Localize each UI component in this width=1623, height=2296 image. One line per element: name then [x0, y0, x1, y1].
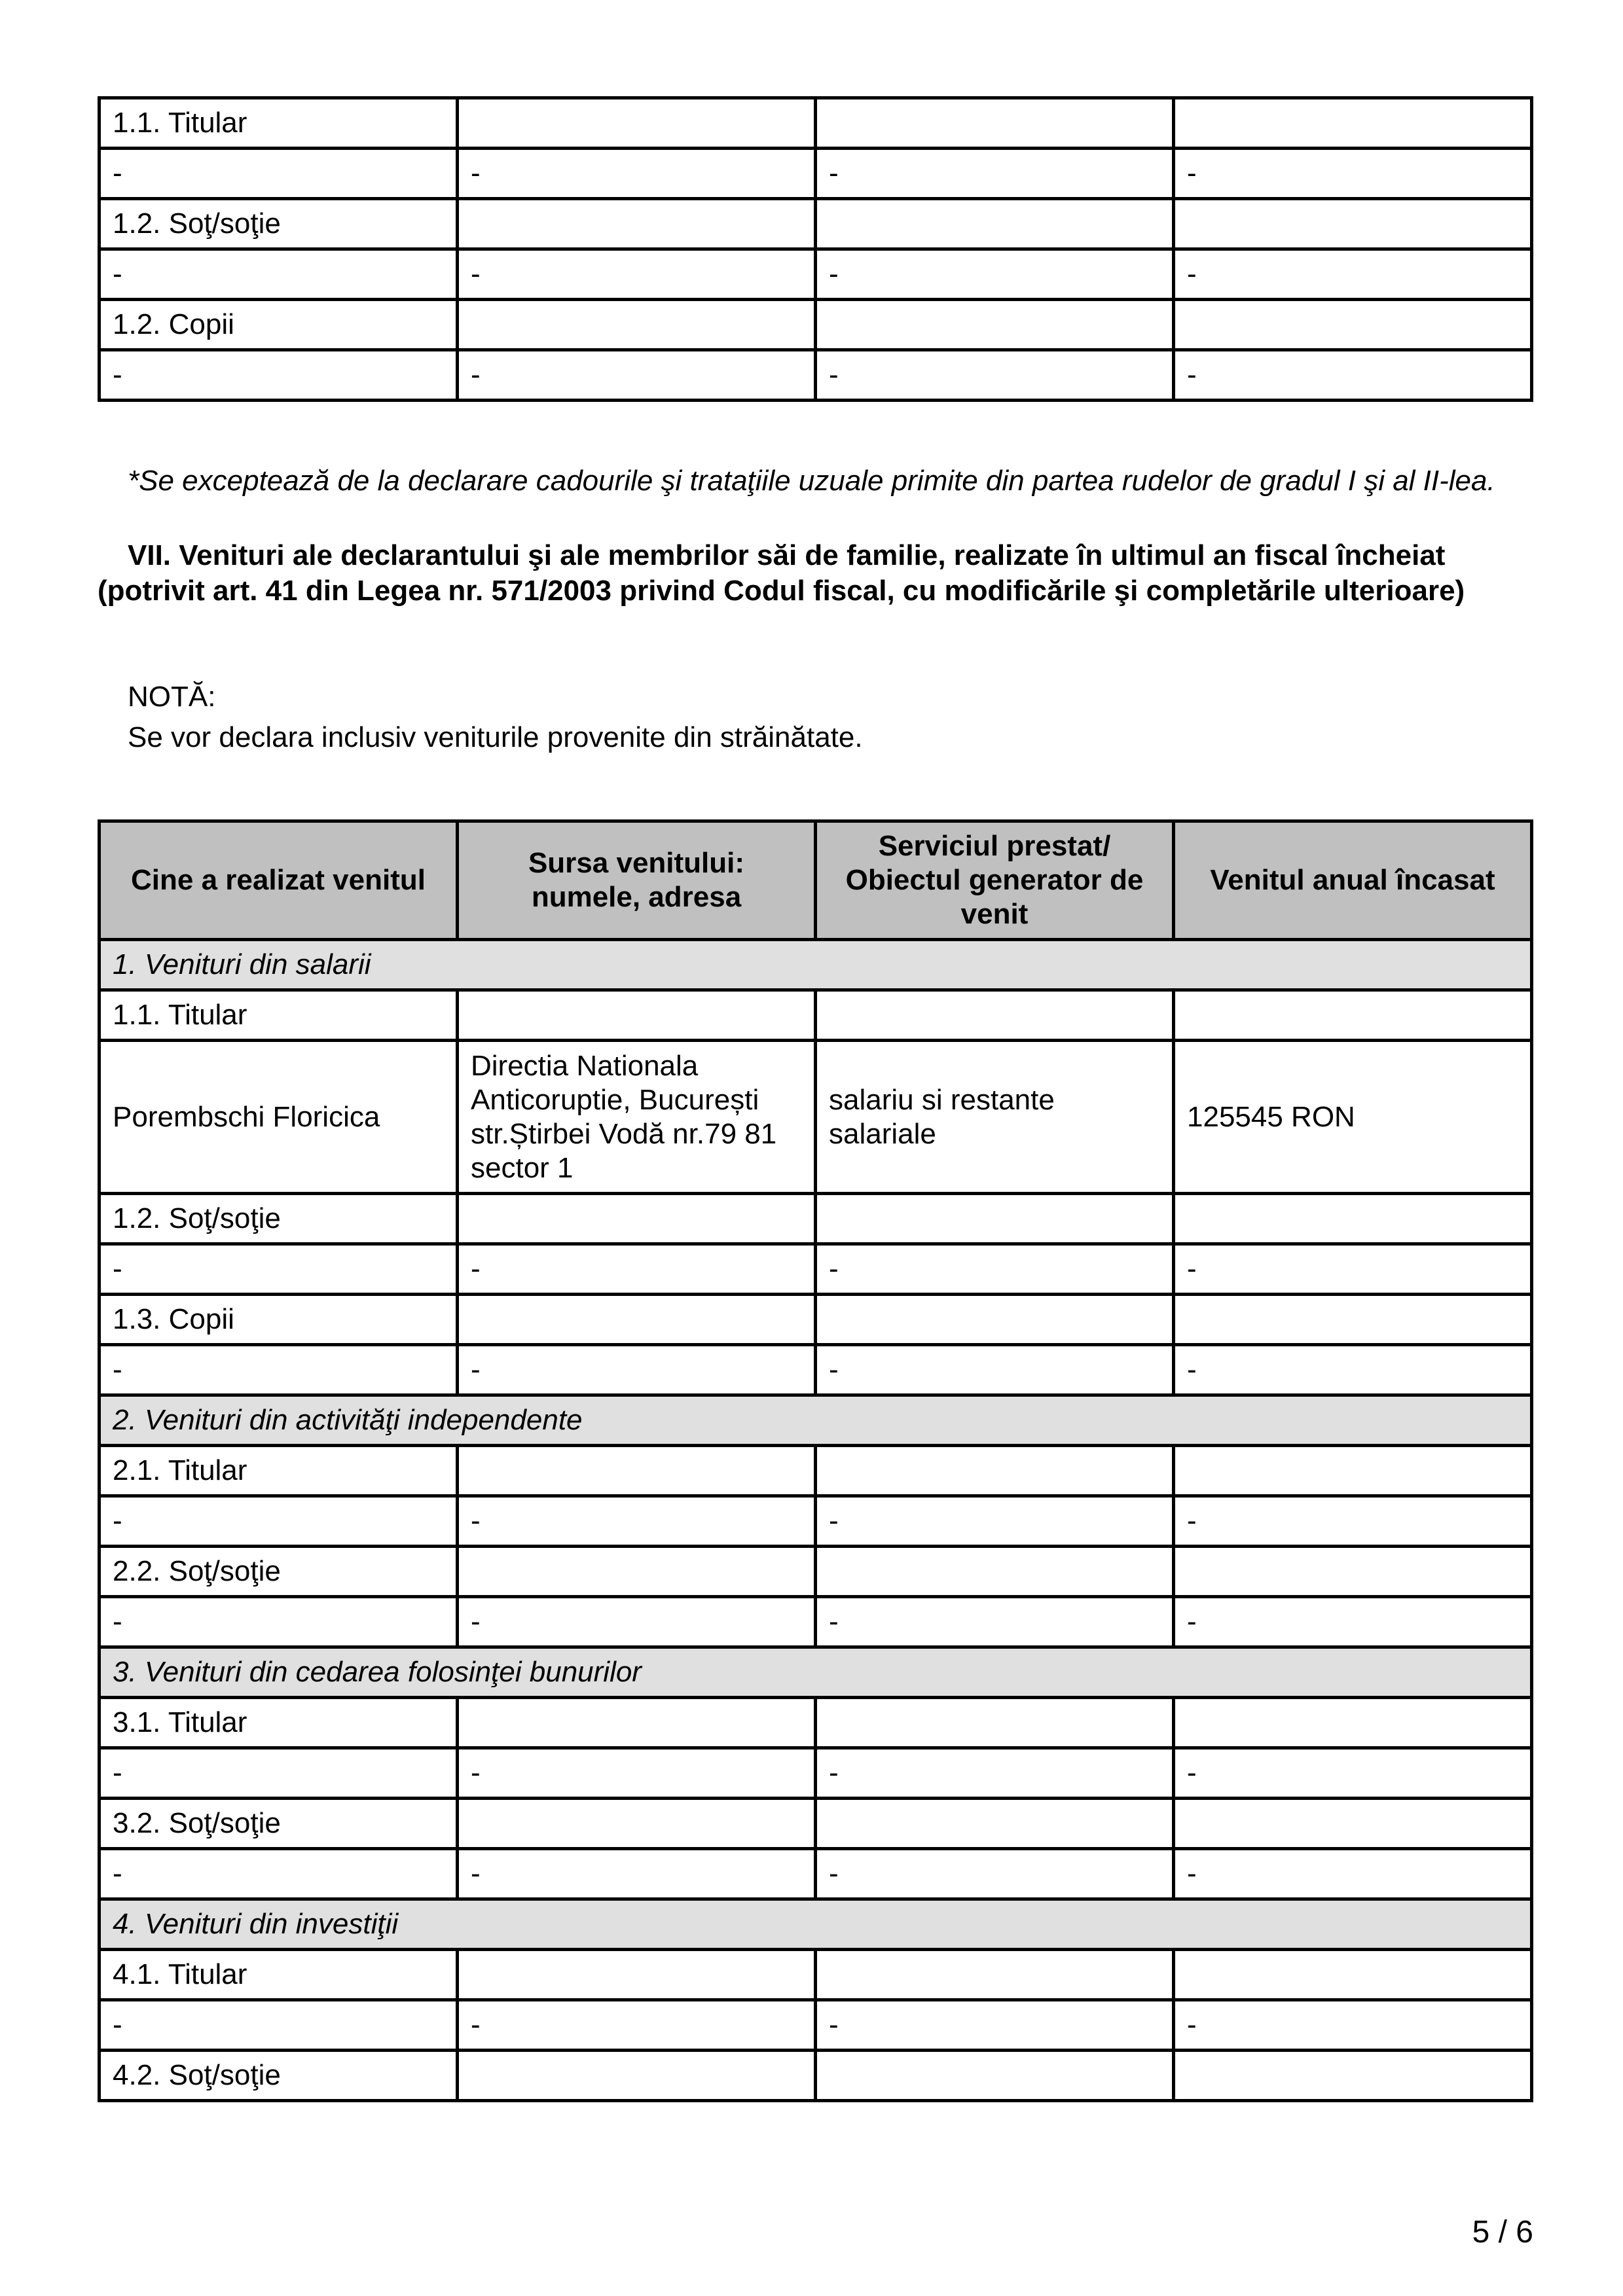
- table-cell: -: [458, 249, 816, 300]
- table-cell: -: [458, 350, 816, 401]
- table-row: [100, 1446, 1532, 1496]
- table-cell: -: [816, 1597, 1174, 1647]
- table-cell: -: [1174, 1748, 1532, 1799]
- table-cell: [458, 1799, 816, 1849]
- table-cell: 2.2. Soţ/soţie: [100, 1547, 458, 1597]
- table-cell: [458, 1446, 816, 1496]
- table-cell: [1174, 2051, 1532, 2101]
- table-cell: -: [458, 1597, 816, 1647]
- table-row: [100, 1950, 1532, 2000]
- table-cell: -: [816, 1849, 1174, 1899]
- table-cell: -: [1174, 1597, 1532, 1647]
- table-cell: -: [816, 1748, 1174, 1799]
- table-cell: -: [458, 1849, 816, 1899]
- note-label: NOTĂ:: [128, 681, 216, 713]
- section-row: [100, 1899, 1532, 1950]
- table-cell: -: [816, 1244, 1174, 1295]
- table-cell: -: [458, 1496, 816, 1547]
- table-cell: [1174, 1799, 1532, 1849]
- table-cell: [458, 300, 816, 350]
- table-cell: -: [100, 1496, 458, 1547]
- table-row: [100, 249, 1532, 300]
- table-row: [100, 1244, 1532, 1295]
- table-cell: [816, 990, 1174, 1041]
- table-cell: 1.2. Copii: [100, 300, 458, 350]
- table-cell: -: [1174, 1496, 1532, 1547]
- table-cell: -: [816, 2000, 1174, 2051]
- table-row: [100, 990, 1532, 1041]
- table-cell: 3.1. Titular: [100, 1698, 458, 1748]
- table-row: [100, 1041, 1532, 1194]
- table-cell: [458, 1194, 816, 1244]
- table-row: [100, 350, 1532, 401]
- top-table: [98, 96, 1533, 402]
- table-cell: [1174, 1698, 1532, 1748]
- table-cell: [458, 990, 816, 1041]
- table-cell: -: [100, 1748, 458, 1799]
- table-cell: [816, 2051, 1174, 2101]
- table-cell: -: [1174, 149, 1532, 199]
- table-row: [100, 1748, 1532, 1799]
- table-cell: [1174, 1194, 1532, 1244]
- table-cell: [816, 199, 1174, 249]
- table-cell: [1174, 1547, 1532, 1597]
- table-row: [100, 1597, 1532, 1647]
- section-row: [100, 1395, 1532, 1446]
- table-cell: -: [1174, 2000, 1532, 2051]
- table-row: [100, 1295, 1532, 1345]
- table-cell: 1.1. Titular: [100, 98, 458, 149]
- table-cell: [1174, 300, 1532, 350]
- table-cell: -: [100, 149, 458, 199]
- table-cell: -: [1174, 1345, 1532, 1395]
- header-annual-income: Venitul anual încasat: [1174, 821, 1532, 940]
- table-cell: -: [1174, 249, 1532, 300]
- section-row: [100, 940, 1532, 990]
- section-title: 1. Venituri din salarii: [100, 940, 1532, 990]
- footnote: *Se exceptează de la declarare cadourile şi trataţiile uzuale primite din partea rudelor de gradul I şi al II-lea.: [128, 465, 1495, 497]
- table-cell: [816, 98, 1174, 149]
- table-cell: 4.1. Titular: [100, 1950, 458, 2000]
- table-cell: [458, 1295, 816, 1345]
- table-cell: [458, 1547, 816, 1597]
- table-cell: [816, 1194, 1174, 1244]
- table-cell: [816, 1950, 1174, 2000]
- table-row: [100, 2000, 1532, 2051]
- table-row: [100, 1698, 1532, 1748]
- table-cell: [458, 1950, 816, 2000]
- table-cell: -: [816, 249, 1174, 300]
- section-title: 2. Venituri din activităţi independente: [100, 1395, 1532, 1446]
- table-cell: -: [458, 1244, 816, 1295]
- table-cell: [458, 199, 816, 249]
- top-table-body: [100, 98, 1532, 401]
- table-cell: -: [100, 1597, 458, 1647]
- table-cell: [458, 98, 816, 149]
- section-title: 4. Venituri din investiţii: [100, 1899, 1532, 1950]
- section-title: 3. Venituri din cedarea folosinţei bunurilor: [100, 1647, 1532, 1698]
- table-cell: -: [100, 350, 458, 401]
- section-row: [100, 1647, 1532, 1698]
- table-cell: [816, 1698, 1174, 1748]
- table-row: [100, 1345, 1532, 1395]
- table-row: [100, 98, 1532, 149]
- table-cell: -: [1174, 1849, 1532, 1899]
- table-row: [100, 1547, 1532, 1597]
- table-cell: -: [100, 249, 458, 300]
- table-cell: [1174, 1446, 1532, 1496]
- table-cell: salariu si restante salariale: [816, 1041, 1174, 1194]
- table-row: [100, 1849, 1532, 1899]
- table-row: [100, 300, 1532, 350]
- header-service: Serviciul prestat/ Obiectul generator de venit: [816, 821, 1174, 940]
- table-cell: -: [458, 1748, 816, 1799]
- table-cell: -: [100, 1345, 458, 1395]
- table-cell: [1174, 1950, 1532, 2000]
- table-cell: -: [100, 1244, 458, 1295]
- table-cell: [816, 1799, 1174, 1849]
- table-cell: [1174, 98, 1532, 149]
- table-cell: -: [1174, 1244, 1532, 1295]
- table-cell: 1.1. Titular: [100, 990, 458, 1041]
- table-row: [100, 1194, 1532, 1244]
- table-cell: [1174, 199, 1532, 249]
- table-row: [100, 199, 1532, 249]
- table-cell: -: [1174, 350, 1532, 401]
- note-text: Se vor declara inclusiv veniturile provenite din străinătate.: [128, 721, 863, 753]
- table-cell: [458, 1698, 816, 1748]
- table-cell: 4.2. Soţ/soţie: [100, 2051, 458, 2101]
- table-cell: Directia Nationala Anticoruptie, București str.Știrbei Vodă nr.79 81 sector 1: [458, 1041, 816, 1194]
- table-cell: -: [100, 1849, 458, 1899]
- table-row: [100, 1496, 1532, 1547]
- table-cell: Porembschi Floricica: [100, 1041, 458, 1194]
- table-cell: -: [816, 1496, 1174, 1547]
- table-row: [100, 2051, 1532, 2101]
- page-number: 5 / 6: [1472, 2215, 1533, 2250]
- table-cell: [1174, 1295, 1532, 1345]
- income-table-header-row: [100, 821, 1532, 940]
- table-cell: [1174, 990, 1532, 1041]
- table-cell: -: [458, 149, 816, 199]
- table-cell: -: [458, 1345, 816, 1395]
- table-cell: 2.1. Titular: [100, 1446, 458, 1496]
- table-cell: 3.2. Soţ/soţie: [100, 1799, 458, 1849]
- table-cell: 1.2. Soţ/soţie: [100, 1194, 458, 1244]
- table-cell: [458, 2051, 816, 2101]
- section-heading: VII. Venituri ale declarantului şi ale membrilor săi de familie, realizate în ultimul an fiscal încheiat (potrivit art. 41 din Legea nr. 571/2003 privind Codul fiscal, cu modificările şi completările ulterioare): [98, 539, 1465, 607]
- table-cell: -: [816, 350, 1174, 401]
- table-cell: [816, 300, 1174, 350]
- table-cell: 125545 RON: [1174, 1041, 1532, 1194]
- table-row: [100, 1799, 1532, 1849]
- header-who: Cine a realizat venitul: [100, 821, 458, 940]
- header-source: Sursa venitului: numele, adresa: [458, 821, 816, 940]
- table-cell: -: [458, 2000, 816, 2051]
- table-cell: -: [100, 2000, 458, 2051]
- table-cell: 1.3. Copii: [100, 1295, 458, 1345]
- income-table-body: [100, 940, 1532, 2101]
- table-cell: [816, 1446, 1174, 1496]
- table-cell: [816, 1295, 1174, 1345]
- table-cell: -: [816, 1345, 1174, 1395]
- table-row: [100, 149, 1532, 199]
- income-table: [98, 819, 1533, 2102]
- table-cell: -: [816, 149, 1174, 199]
- table-cell: 1.2. Soţ/soţie: [100, 199, 458, 249]
- table-cell: [816, 1547, 1174, 1597]
